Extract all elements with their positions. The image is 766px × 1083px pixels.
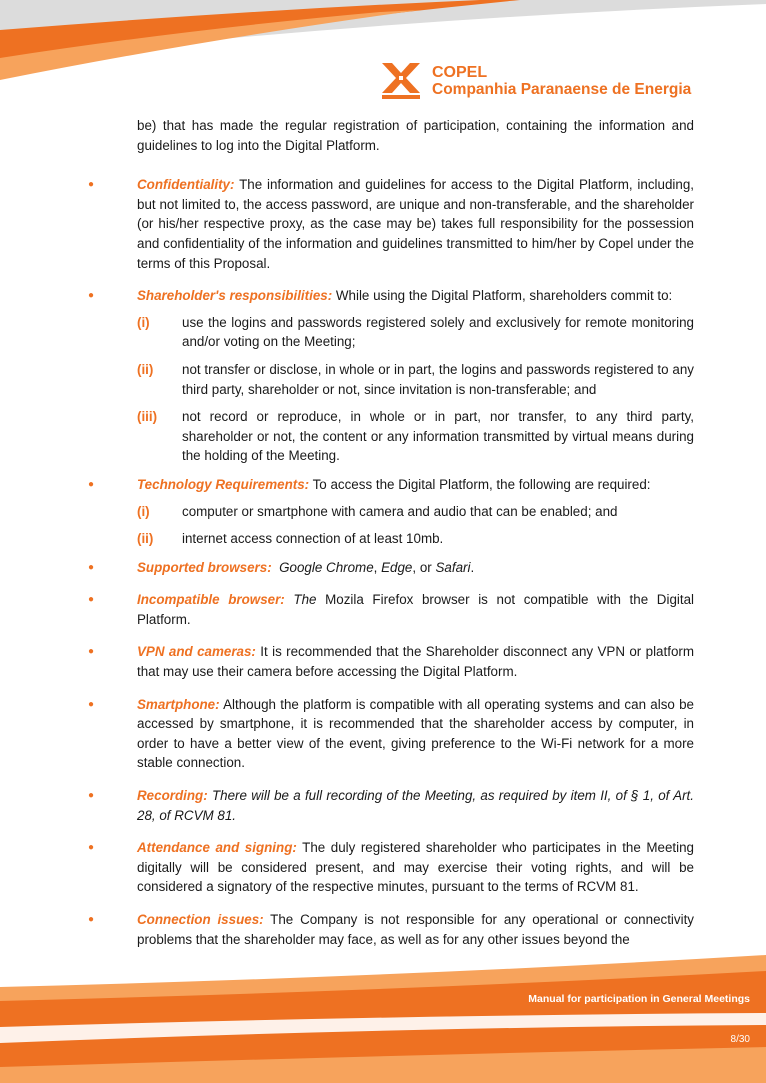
technology-item: (i) computer or smartphone with camera and audio that can be enabled; and <box>137 503 618 519</box>
bullet-dot: ● <box>88 290 95 302</box>
connection-label: Connection issues: <box>137 912 264 927</box>
bullet-dot: ● <box>88 179 95 191</box>
bullet-attendance <box>88 838 694 897</box>
bullet-dot: ● <box>88 842 95 854</box>
page-number: 8/30 <box>730 1034 750 1045</box>
responsibilities-label: Shareholder's responsibilities: <box>137 288 333 304</box>
responsibility-item: (iii) not record or reproduce, in whole or in part, nor transfer, to any third party, shareholder or not, the content or any information transmitted by virtual means during the holding of the Meeting. <box>137 409 694 464</box>
bullet-dot: ● <box>88 646 95 658</box>
responsibility-item: (i) use the logins and passwords registered solely and exclusively for remote monitoring and/or voting on the Meeting; <box>137 314 694 350</box>
footer-swoosh <box>0 955 766 1083</box>
bullet-dot: ● <box>88 914 95 925</box>
bullet-dot: ● <box>88 561 95 573</box>
bullet-responsibilities <box>88 286 694 306</box>
bullet-browsers: ● Supported browsers: Google Chrome, Edge, or Safari. <box>88 558 694 578</box>
bullet-technology <box>88 475 694 495</box>
confidentiality-label: Confidentiality: <box>137 177 235 193</box>
attendance-text: The duly registered shareholder who participates in the Meeting digitally will be considered present, and may exercise their voting rights, and will be considered a signatory of the respective minutes, pursuant to the terms of RCVM 81. <box>137 840 694 895</box>
bullet-dot: ● <box>88 698 95 710</box>
incompatible-label: Incompatible browser: <box>137 592 285 608</box>
bullet-recording <box>88 786 694 825</box>
bullet-dot: ● <box>88 594 95 606</box>
recording-label: Recording: <box>137 788 208 804</box>
brand-name: COPEL <box>432 64 488 81</box>
responsibility-item: (ii) not transfer or disclose, in whole or in part, the logins and passwords registered to any third party, shareholder or not, since invitation is non-transferable; and <box>137 361 694 397</box>
responsibilities-text: While using the Digital Platform, shareholders commit to: <box>332 288 673 304</box>
bullet-dot: ● <box>88 478 95 490</box>
footer-title: Manual for participation in General Meetings <box>528 993 750 1005</box>
smartphone-text: Although the platform is compatible with all operating systems and can also be accessed by smartphone, it is recommended that the shareholder access by computer, in order to have a better view of the event, giving preference to the Wi-Fi network for a more stable connection. <box>137 696 694 771</box>
document-body <box>88 116 694 949</box>
bullet-connection <box>88 910 694 949</box>
browsers-label: Supported browsers: <box>137 559 272 575</box>
intro-paragraph: be) that has made the regular registration of participation, containing the information and guidelines to log into the Digital Platform. <box>137 118 694 153</box>
copel-logo <box>380 61 691 101</box>
technology-item: (ii) internet access connection of at least 10mb. <box>137 531 444 547</box>
copel-logo-icon <box>380 61 422 101</box>
bullet-incompatible: ● Incompatible browser: The Mozila Firefox browser is not compatible with the Digital Platform. <box>88 592 695 627</box>
vpn-label: VPN and cameras: <box>137 644 256 660</box>
bullet-dot: ● <box>88 790 95 802</box>
smartphone-label: Smartphone: <box>137 696 220 712</box>
bullet-smartphone <box>88 695 694 773</box>
technology-label: Technology Requirements: <box>137 476 310 492</box>
confidentiality-text: The information and guidelines for access to the Digital Platform, including, but not limited to, the access password, are unique and non-transferable, and the shareholder (or his/her respective proxy, as the case may be) takes full responsibility for the possession and confidentiality of the information and guidelines transmitted to him/her by Copel under the terms of this Proposal. <box>137 177 694 271</box>
recording-text: There will be a full recording of the Meeting, as required by item II, of § 1, of Art. 28, of RCVM 81. <box>137 788 694 823</box>
attendance-label: Attendance and signing: <box>137 840 297 856</box>
incompatible-text: Mozila Firefox browser is not compatible with the Digital Platform. <box>137 592 695 627</box>
vpn-text: It is recommended that the Shareholder disconnect any VPN or platform that may use their camera before accessing the Digital Platform. <box>137 644 695 680</box>
technology-text: To access the Digital Platform, the following are required: <box>309 476 651 492</box>
company-name: Companhia Paranaense de Energia <box>432 81 692 98</box>
bullet-confidentiality <box>88 175 694 273</box>
connection-text: The Company is not responsible for any operational or connectivity problems that the shareholder may face, as well as for any other issues beyond the <box>137 912 694 947</box>
bullet-vpn <box>88 642 694 681</box>
